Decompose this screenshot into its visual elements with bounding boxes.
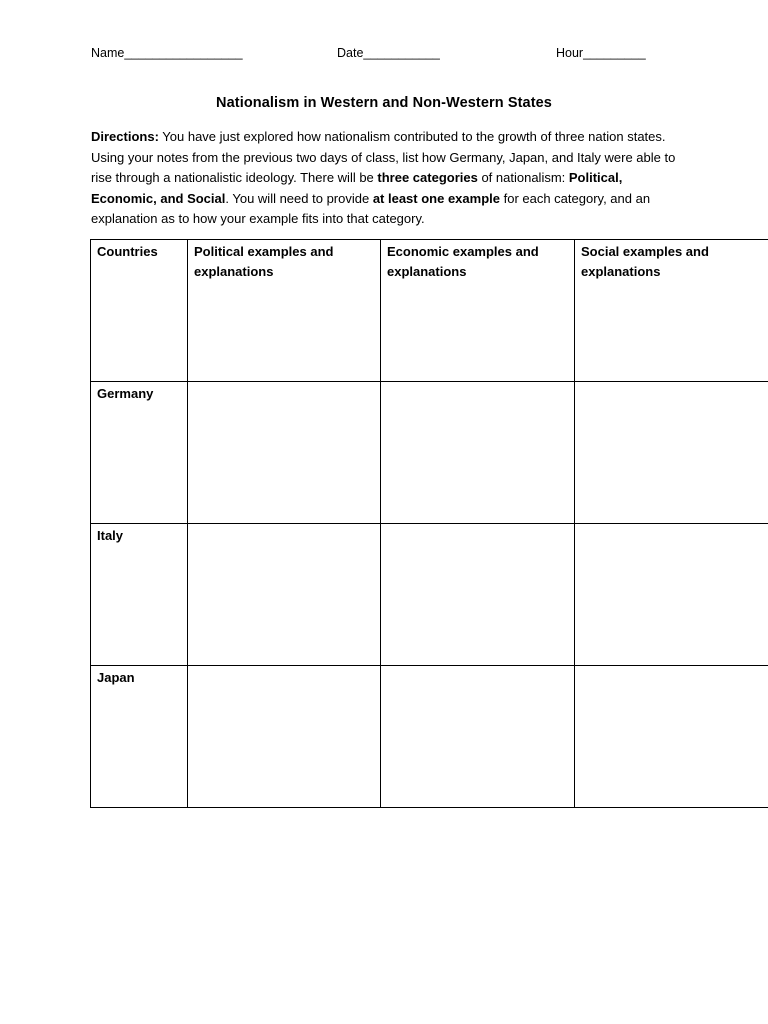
japan-economic-cell[interactable]	[381, 666, 575, 808]
header-social: Social examples and explanations	[575, 240, 768, 382]
hour-field[interactable]: Hour_________	[556, 46, 646, 60]
japan-social-cell[interactable]	[575, 666, 768, 808]
country-germany: Germany	[91, 382, 188, 524]
table-row	[91, 382, 768, 524]
country-italy: Italy	[91, 524, 188, 666]
date-field[interactable]: Date___________	[337, 46, 440, 60]
table-row	[91, 666, 768, 808]
directions-text-2: of nationalism:	[477, 170, 569, 185]
header-countries: Countries	[91, 240, 188, 382]
name-field[interactable]: Name_________________	[91, 46, 243, 60]
directions-bold-2: Political, Economic, and Social	[91, 170, 623, 206]
directions-text-4: for each category, and an explanation as to how your example fits into that category.	[91, 190, 651, 226]
japan-political-cell[interactable]	[188, 666, 381, 808]
header-economic: Economic examples and explanations	[381, 240, 575, 382]
directions-text-3: . You will need to provide	[225, 190, 373, 206]
italy-social-cell[interactable]	[575, 524, 768, 666]
directions-paragraph	[91, 127, 691, 230]
italy-economic-cell[interactable]	[381, 524, 575, 666]
italy-political-cell[interactable]	[188, 524, 381, 666]
header-political: Political examples and explanations	[188, 240, 381, 382]
directions-text-1: You have just explored how nationalism contributed to the growth of three nation states. Using your notes from the previous two days of class, list how Germany, Japan, and Italy were able to rise through a nationalistic ideology. There will be	[91, 129, 676, 185]
germany-social-cell[interactable]	[575, 382, 768, 524]
directions-label: Directions:	[91, 129, 159, 144]
table-row	[91, 524, 768, 666]
worksheet-title: Nationalism in Western and Non-Western States	[216, 95, 552, 111]
nationalism-table	[90, 239, 768, 808]
directions-bold-1: three categories	[377, 170, 478, 185]
country-japan: Japan	[91, 666, 188, 808]
table-header-row	[91, 240, 768, 382]
directions-bold-3: at least one example	[372, 190, 500, 206]
header-fields	[91, 46, 691, 64]
germany-economic-cell[interactable]	[381, 382, 575, 524]
germany-political-cell[interactable]	[188, 382, 381, 524]
